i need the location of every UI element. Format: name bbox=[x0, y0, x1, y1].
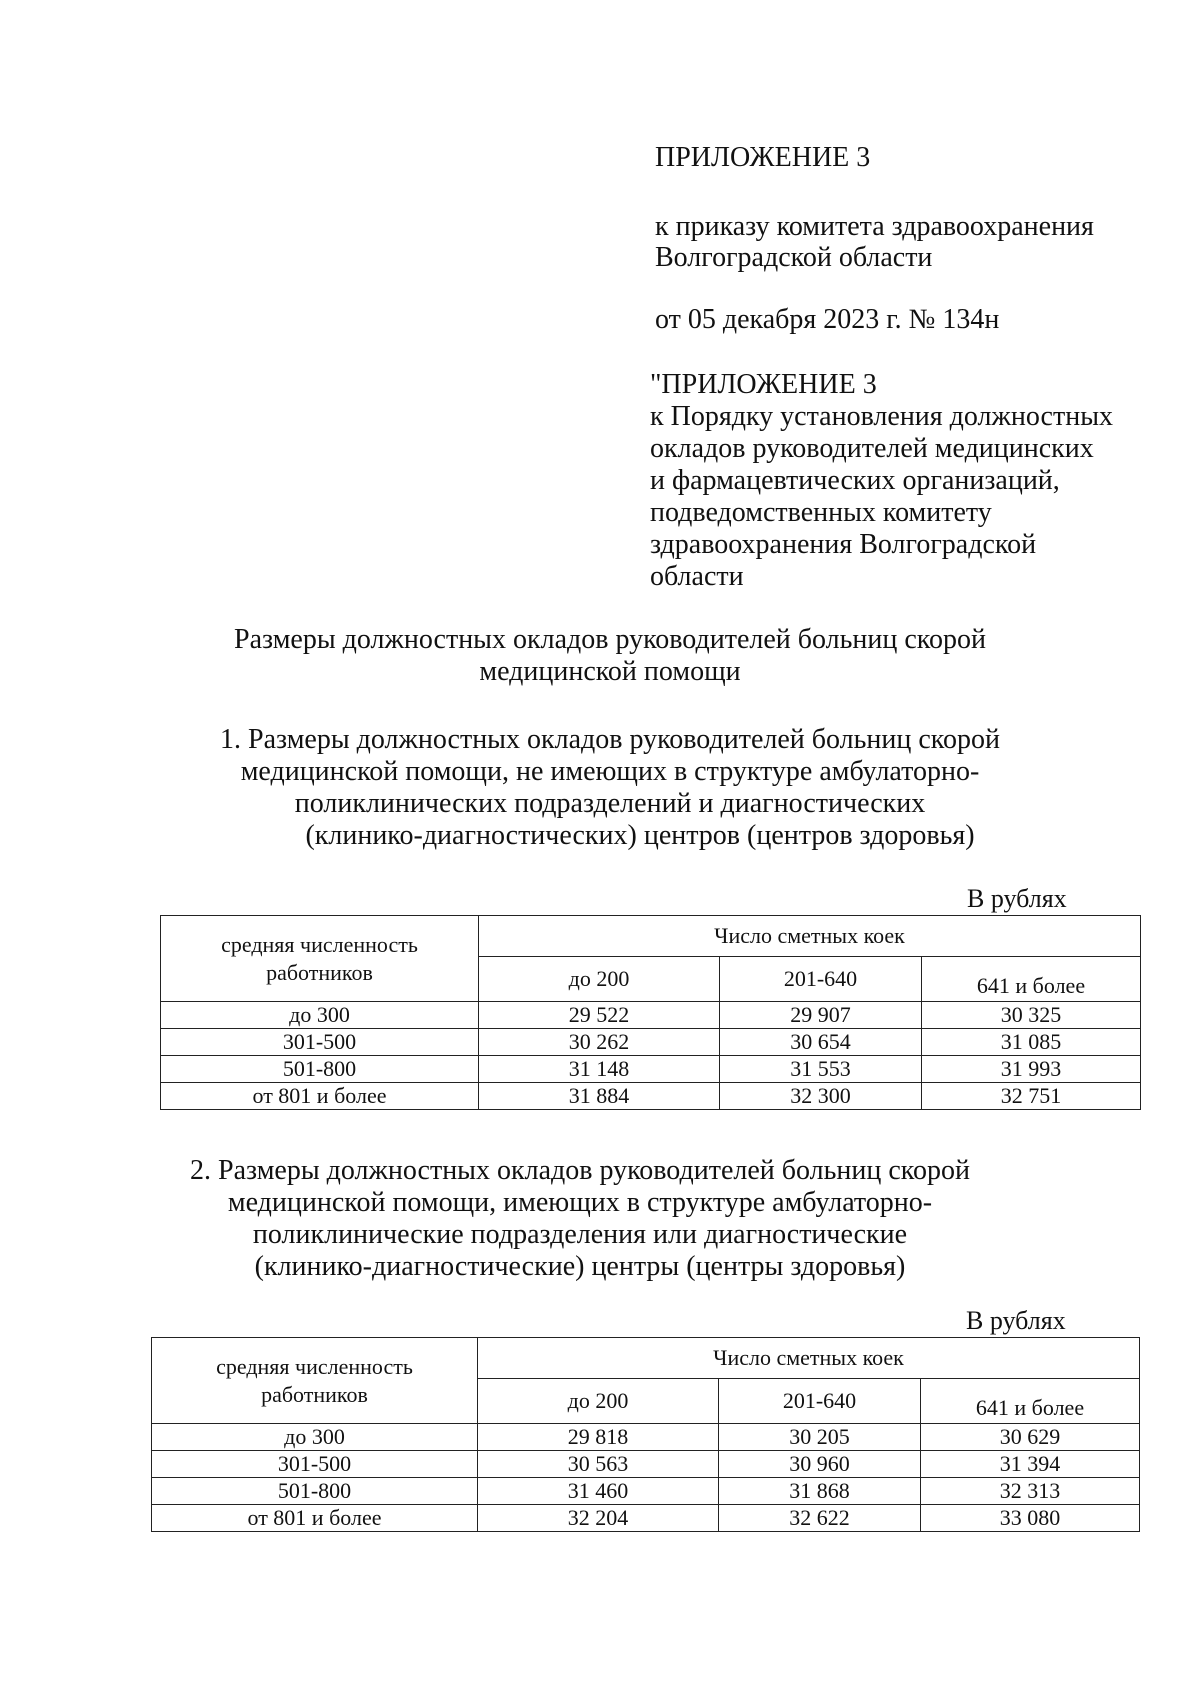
section-1-unit: В рублях bbox=[967, 884, 1067, 913]
table-cell: 32 622 bbox=[719, 1505, 921, 1532]
table-cell: 30 205 bbox=[719, 1424, 921, 1451]
row-label: от 801 и более bbox=[152, 1505, 478, 1532]
section-1-heading-line-4: (клинико-диагностических) центров (центров здоровья) bbox=[305, 820, 975, 851]
procedure-line-2: окладов руководителей медицинских bbox=[650, 433, 1094, 464]
table-cell: 31 394 bbox=[921, 1451, 1140, 1478]
table-row bbox=[152, 1424, 1140, 1451]
section-2-unit: В рублях bbox=[966, 1306, 1066, 1335]
procedure-line-4: подведомственных комитету bbox=[650, 497, 992, 528]
table-1-left-header bbox=[161, 916, 479, 1002]
table-1-col-header-3: 641 и более bbox=[922, 957, 1141, 1002]
table-cell: 32 751 bbox=[922, 1083, 1141, 1110]
table-2-col-header-2: 201-640 bbox=[719, 1379, 921, 1424]
table-1-col-header-1: до 200 bbox=[479, 957, 720, 1002]
order-date: от 05 декабря 2023 г. № 134н bbox=[655, 304, 1000, 335]
table-cell: 31 085 bbox=[922, 1029, 1141, 1056]
table-row bbox=[152, 1451, 1140, 1478]
appendix-title: ПРИЛОЖЕНИЕ 3 bbox=[655, 142, 871, 173]
document-title-line-2: медицинской помощи bbox=[479, 656, 741, 687]
table-2-group-header: Число сметных коек bbox=[478, 1338, 1140, 1379]
table-row bbox=[161, 1029, 1141, 1056]
table-2-col-header-1: до 200 bbox=[478, 1379, 719, 1424]
table-cell: 29 907 bbox=[720, 1002, 922, 1029]
section-1-heading-line-3: поликлинических подразделений и диагностических bbox=[294, 788, 926, 819]
table-row bbox=[161, 1002, 1141, 1029]
section-2-heading-line-1: 2. Размеры должностных окладов руководителей больниц скорой bbox=[190, 1155, 970, 1186]
section-2-heading-line-3: поликлинические подразделения или диагностические bbox=[252, 1219, 908, 1250]
row-label: 501-800 bbox=[161, 1056, 479, 1083]
table-1-left-header-line-2: работников bbox=[266, 959, 373, 985]
section-2-heading-line-2: медицинской помощи, имеющих в структуре амбулаторно- bbox=[227, 1187, 933, 1218]
table-cell: 31 148 bbox=[479, 1056, 720, 1083]
table-cell: 33 080 bbox=[921, 1505, 1140, 1532]
table-cell: 30 563 bbox=[478, 1451, 719, 1478]
table-cell: 31 868 bbox=[719, 1478, 921, 1505]
table-cell: 30 960 bbox=[719, 1451, 921, 1478]
order-reference-line-2: Волгоградской области bbox=[655, 242, 933, 273]
table-cell: 32 313 bbox=[921, 1478, 1140, 1505]
table-cell: 32 300 bbox=[720, 1083, 922, 1110]
table-row bbox=[152, 1478, 1140, 1505]
table-cell: 30 262 bbox=[479, 1029, 720, 1056]
salary-table-1 bbox=[160, 915, 1141, 1110]
row-label: от 801 и более bbox=[161, 1083, 479, 1110]
table-cell: 30 325 bbox=[922, 1002, 1141, 1029]
table-cell: 31 553 bbox=[720, 1056, 922, 1083]
document-title-line-1: Размеры должностных окладов руководителей больниц скорой bbox=[234, 624, 986, 655]
salary-table-2 bbox=[151, 1337, 1140, 1532]
row-label: 301-500 bbox=[161, 1029, 479, 1056]
table-cell: 30 654 bbox=[720, 1029, 922, 1056]
row-label: до 300 bbox=[152, 1424, 478, 1451]
quoted-appendix-title: "ПРИЛОЖЕНИЕ 3 bbox=[650, 369, 877, 400]
section-1-heading-line-2: медицинской помощи, не имеющих в структуре амбулаторно- bbox=[240, 756, 980, 787]
table-cell: 30 629 bbox=[921, 1424, 1140, 1451]
table-cell: 29 522 bbox=[479, 1002, 720, 1029]
procedure-line-6: области bbox=[650, 561, 744, 592]
section-1-heading bbox=[150, 724, 1070, 852]
table-2-left-header bbox=[152, 1338, 478, 1424]
table-cell: 31 460 bbox=[478, 1478, 719, 1505]
table-cell: 31 884 bbox=[479, 1083, 720, 1110]
row-label: 501-800 bbox=[152, 1478, 478, 1505]
row-label: 301-500 bbox=[152, 1451, 478, 1478]
table-1-left-header-line-1: средняя численность bbox=[221, 931, 418, 957]
table-row bbox=[161, 1056, 1141, 1083]
section-2-heading-line-4: (клинико-диагностические) центры (центры здоровья) bbox=[254, 1251, 906, 1282]
section-1-heading-line-1: 1. Размеры должностных окладов руководителей больниц скорой bbox=[220, 724, 1000, 755]
table-2-left-header-line-2: работников bbox=[261, 1381, 368, 1407]
table-cell: 29 818 bbox=[478, 1424, 719, 1451]
table-cell: 32 204 bbox=[478, 1505, 719, 1532]
table-row bbox=[161, 1083, 1141, 1110]
table-cell: 31 993 bbox=[922, 1056, 1141, 1083]
table-1-group-header: Число сметных коек bbox=[479, 916, 1141, 957]
order-reference-line-1: к приказу комитета здравоохранения bbox=[655, 211, 1094, 242]
document-title bbox=[150, 624, 1070, 688]
procedure-line-5: здравоохранения Волгоградской bbox=[650, 529, 1037, 560]
table-2-left-header-line-1: средняя численность bbox=[216, 1353, 413, 1379]
table-1-col-header-2: 201-640 bbox=[720, 957, 922, 1002]
procedure-line-1: к Порядку установления должностных bbox=[650, 401, 1114, 432]
table-row bbox=[152, 1505, 1140, 1532]
section-2-heading bbox=[120, 1155, 1040, 1283]
procedure-line-3: и фармацевтических организаций, bbox=[650, 465, 1060, 496]
row-label: до 300 bbox=[161, 1002, 479, 1029]
table-2-col-header-3: 641 и более bbox=[921, 1379, 1140, 1424]
